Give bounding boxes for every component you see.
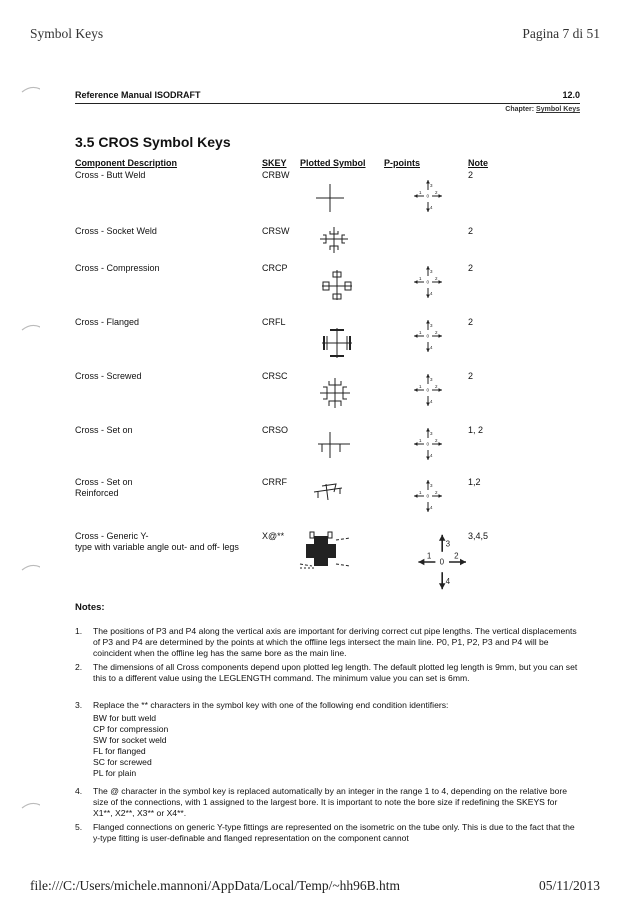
chapter-prefix: Chapter: <box>505 106 537 113</box>
row-note: 1,2 <box>468 477 481 487</box>
p-point-arrowhead <box>438 494 442 498</box>
compression-cross-symbol <box>320 270 360 310</box>
row-description: Cross - Generic Y- <box>75 531 149 541</box>
row-skey: CRBW <box>262 170 290 180</box>
set-on-reinforced-cross-symbol <box>312 478 352 514</box>
note-number: 5. <box>75 822 83 832</box>
butt-weld-cross-symbol <box>312 180 352 220</box>
notes-title: Notes: <box>75 602 105 613</box>
note-number: 4. <box>75 786 83 796</box>
p-point-label: 1 <box>419 276 422 281</box>
p-point-arrowhead <box>414 388 418 392</box>
p-point-label: 2 <box>454 551 459 561</box>
p-point-label: 0 <box>426 279 430 285</box>
manual-version: 12.0 <box>562 90 580 100</box>
row-description: Cross - Flanged <box>75 317 140 327</box>
file-path: file:///C:/Users/michele.mannoni/AppData/Local/Temp/~hh96B.htm <box>30 878 401 893</box>
p-points-diagram <box>402 424 462 472</box>
p-point-arrowhead <box>438 280 442 284</box>
set-on-cross-symbol <box>316 428 356 464</box>
col-header-skey: SKEY <box>262 158 287 168</box>
p-point-label: 1 <box>419 330 422 335</box>
note-item <box>75 626 580 660</box>
p-point-label: 1 <box>419 490 422 495</box>
p-point-arrowhead <box>460 559 466 566</box>
note-item <box>75 662 580 696</box>
row-description-line2: type with variable angle out- and off- legs <box>75 542 239 552</box>
p-point-label: 2 <box>435 330 438 335</box>
row-skey: X@** <box>262 531 285 541</box>
end-condition-item: SW for socket weld <box>93 735 167 745</box>
p-point-label: 0 <box>426 441 430 447</box>
p-point-label: 1 <box>419 190 422 195</box>
row-note: 2 <box>468 317 474 327</box>
end-condition-item: PL for plain <box>93 768 137 778</box>
row-skey: CRRF <box>262 477 287 487</box>
row-skey: CRSW <box>262 226 290 236</box>
p-point-label: 2 <box>435 276 438 281</box>
manual-title: Reference Manual ISODRAFT <box>75 90 201 100</box>
p-point-label: 3 <box>430 377 433 382</box>
p-point-label: 3 <box>430 269 433 274</box>
note-item <box>75 700 580 790</box>
p-points-diagram <box>398 528 500 610</box>
col-header-plotted-symbol: Plotted Symbol <box>300 158 366 168</box>
note-text: The dimensions of all Cross components depend upon plotted leg length. The default plotted leg length is 9mm, but you can set this to a different value using the LEGLENGTH command. The minimum value you can set is 6mm. <box>93 662 578 683</box>
end-condition-item: CP for compression <box>93 724 169 734</box>
col-header-description: Component Description <box>75 158 178 168</box>
screwed-cross-symbol <box>318 376 358 416</box>
p-point-label: 0 <box>426 387 430 393</box>
row-description: Cross - Butt Weld <box>75 170 146 180</box>
note-text: The @ character in the symbol key is replaced automatically by an integer in the range 1 to 4, depending on the relative bore size of the connections, with 1 assigned to the largest bore. It is important to note the bore size if redefining the SKEYS for X1**, X2**, X3** or X4**. <box>93 786 568 818</box>
p-point-label: 0 <box>426 493 430 499</box>
p-point-label: 2 <box>435 384 438 389</box>
row-description: Cross - Compression <box>75 263 160 273</box>
row-skey: CRSC <box>262 371 288 381</box>
end-condition-item: BW for butt weld <box>93 713 157 723</box>
p-point-arrowhead <box>414 280 418 284</box>
row-skey: CRCP <box>262 263 288 273</box>
row-note: 2 <box>468 226 474 236</box>
row-description-line2: Reinforced <box>75 488 119 498</box>
note-text: Flanged connections on generic Y-type fittings are represented on the isometric on the tube only. This is due to the fact that the y-type fitting is user-definable and flanged representation on the component cannot <box>93 822 575 843</box>
row-description: Cross - Socket Weld <box>75 226 157 236</box>
row-skey: CRFL <box>262 317 286 327</box>
header-rule <box>75 103 580 104</box>
page-count: Pagina 7 di 51 <box>522 26 600 41</box>
p-point-arrowhead <box>438 388 442 392</box>
p-point-arrowhead <box>414 194 418 198</box>
note-number: 1. <box>75 626 83 636</box>
p-point-arrowhead <box>414 442 418 446</box>
note-number: 2. <box>75 662 83 672</box>
note-number: 3. <box>75 700 83 710</box>
p-points-diagram <box>402 262 462 310</box>
p-points-diagram <box>402 176 462 224</box>
p-point-label: 3 <box>445 539 451 549</box>
row-note: 2 <box>468 263 474 273</box>
row-note: 1, 2 <box>468 425 484 435</box>
p-point-arrowhead <box>414 334 418 338</box>
p-point-label: 4 <box>430 345 433 350</box>
p-point-label: 4 <box>445 577 451 587</box>
col-header-note: Note <box>468 158 488 168</box>
end-condition-item: SC for screwed <box>93 757 152 767</box>
p-point-label: 4 <box>430 291 433 296</box>
row-note: 2 <box>468 371 474 381</box>
chapter-label <box>505 106 580 113</box>
note-item <box>75 822 580 846</box>
p-point-label: 4 <box>430 453 433 458</box>
p-point-label: 4 <box>430 205 433 210</box>
row-note: 2 <box>468 170 474 180</box>
generic-y-cross-symbol <box>300 528 360 578</box>
p-point-arrowhead <box>418 559 424 566</box>
p-point-label: 1 <box>426 551 432 561</box>
scan-mark <box>0 318 40 338</box>
note-text: The positions of P3 and P4 along the vertical axis are important for deriving correct cut pipe lengths. The vertical displacements of P3 and P4 are determined by the points at which the offline legs intersect the main line. P0, P1, P2, P3 and P4 will be coincident when the offline leg has the same bore as the main line. <box>93 626 577 658</box>
flanged-cross-symbol <box>320 326 360 366</box>
scan-mark <box>0 796 40 816</box>
p-point-label: 1 <box>419 384 422 389</box>
p-point-arrowhead <box>438 194 442 198</box>
p-point-label: 3 <box>430 323 433 328</box>
p-point-label: 3 <box>430 431 433 436</box>
row-description: Cross - Set on <box>75 477 133 487</box>
p-points-diagram <box>402 476 462 524</box>
p-point-label: 3 <box>430 183 433 188</box>
p-point-label: 1 <box>419 438 422 443</box>
print-date: 05/11/2013 <box>538 878 600 893</box>
section-title: 3.5 CROS Symbol Keys <box>75 134 231 150</box>
browser-page-title: Symbol Keys <box>30 26 104 41</box>
row-note: 3,4,5 <box>468 531 489 541</box>
p-point-label: 3 <box>430 483 433 488</box>
row-skey: CRSO <box>262 425 289 435</box>
row-description: Cross - Set on <box>75 425 133 435</box>
note-text-block <box>93 700 579 779</box>
p-point-label: 0 <box>439 557 445 567</box>
row-description: Cross - Screwed <box>75 371 142 381</box>
p-point-arrowhead <box>438 334 442 338</box>
p-point-arrowhead <box>439 535 446 541</box>
p-point-label: 0 <box>426 193 430 199</box>
p-point-arrowhead <box>414 494 418 498</box>
p-point-label: 4 <box>430 505 433 510</box>
p-point-label: 2 <box>435 438 438 443</box>
scan-mark <box>0 80 40 100</box>
scan-mark <box>0 558 40 578</box>
p-point-arrowhead <box>439 583 446 589</box>
end-condition-item: FL for flanged <box>93 746 146 756</box>
p-points-diagram <box>402 370 462 418</box>
p-point-label: 4 <box>430 399 433 404</box>
p-point-label: 2 <box>435 490 438 495</box>
col-header-p-points: P-points <box>384 158 420 168</box>
note-text: Replace the ** characters in the symbol key with one of the following end condition identifiers: <box>93 700 449 710</box>
note-item <box>75 786 580 820</box>
socket-weld-cross-symbol <box>318 225 358 265</box>
p-point-label: 2 <box>435 190 438 195</box>
p-point-label: 0 <box>426 333 430 339</box>
chapter-link[interactable]: Symbol Keys <box>536 106 580 113</box>
p-points-diagram <box>402 316 462 364</box>
p-point-arrowhead <box>438 442 442 446</box>
